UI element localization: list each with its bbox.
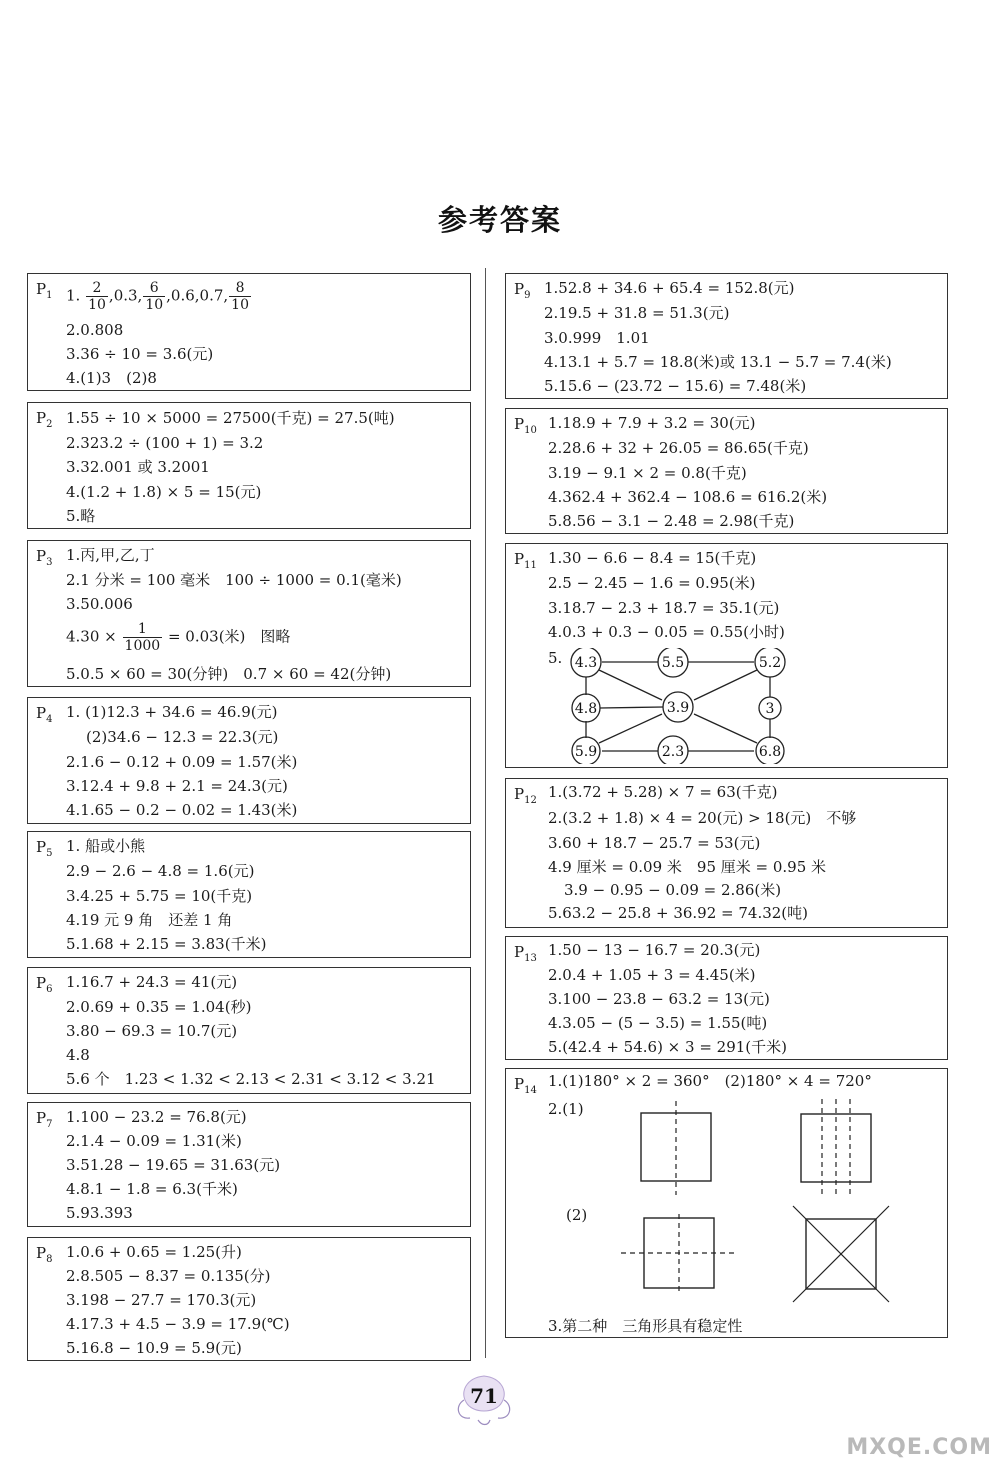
- answer-line-1: 1. 船或小熊: [66, 837, 146, 855]
- answer-line-3: 3.80 − 69.3 = 10.7(元): [66, 1022, 238, 1040]
- symmetry-figure-rectangle: [631, 1099, 721, 1199]
- node-label: 3.9: [666, 700, 690, 716]
- answer-line-4: 4.3.05 − (5 − 3.5) = 1.55(吨): [548, 1014, 768, 1032]
- node-label: 4.3: [574, 655, 598, 671]
- answer-line-2: 2.28.6 + 32 + 26.05 = 86.65(千克): [548, 439, 809, 457]
- answer-line-4: 4.0.3 + 0.3 − 0.05 = 0.55(小时): [548, 623, 785, 641]
- answer-line-5: 5.1.68 + 2.15 = 3.83(千米): [66, 935, 267, 953]
- answer-line-4: 4.8: [66, 1046, 90, 1064]
- box-label: $P_{14}$: [514, 1075, 537, 1096]
- answer-line-2: (2)34.6 − 12.3 = 22.3(元): [86, 728, 279, 746]
- answer-line-5: 5.8.56 − 3.1 − 2.48 = 2.98(千克): [548, 512, 795, 530]
- answer-line-4: 4.(1)3 (2)8: [66, 369, 157, 387]
- answer-line-3: 2.1.6 − 0.12 + 0.09 = 1.57(米): [66, 753, 298, 771]
- answer-line-3: 3.60 + 18.7 − 25.7 = 53(元): [548, 834, 761, 852]
- answer-line-2: 2.0.808: [66, 321, 124, 339]
- answer-line-2: 2.0.4 + 1.05 + 3 = 4.45(米): [548, 966, 756, 984]
- answer-line-1: 1.100 − 23.2 = 76.8(元): [66, 1108, 247, 1126]
- answer-line-4: 4.13.1 + 5.7 = 18.8(米)或 13.1 − 5.7 = 7.4(米): [544, 353, 892, 371]
- box-label: $P_2$: [36, 409, 53, 430]
- box-label: $P_1$: [36, 280, 53, 301]
- answer-line-1: 1.52.8 + 34.6 + 65.4 = 152.8(元): [544, 279, 795, 297]
- answer-line-1: 1.18.9 + 7.9 + 3.2 = 30(元): [548, 414, 756, 432]
- answer-line-3: 3.32.001 或 3.2001: [66, 458, 210, 476]
- answer-box-p4: [27, 697, 471, 824]
- answer-line-1: 1. $\frac{2}{10}$ ,0.3, $\frac{6}{10}$ ,0.6,0.7, $\frac{8}{10}$: [66, 280, 249, 313]
- fraction: $\frac{6}{10}$: [145, 280, 164, 313]
- symmetry-figure-square-multi: [791, 1097, 881, 1199]
- answer-line-4: 4.17.3 + 4.5 − 3.9 = 17.9(℃): [66, 1315, 290, 1333]
- box-label: $P_3$: [36, 547, 53, 568]
- answer-line-6: 5.63.2 − 25.8 + 36.92 = 74.32(吨): [548, 904, 809, 922]
- answer-line-3: 3.51.28 − 19.65 = 31.63(元): [66, 1156, 281, 1174]
- answer-box-p7: [27, 1102, 471, 1227]
- answer-line-1: 1.丙,甲,乙,丁: [66, 546, 155, 564]
- answer-box-p9: [505, 273, 948, 399]
- answer-line-5: 5.0.5 × 60 = 30(分钟) 0.7 × 60 = 42(分钟): [66, 665, 392, 683]
- answer-line-4: 4.8.1 − 1.8 = 6.3(千米): [66, 1180, 238, 1198]
- answer-box-p10: [505, 408, 948, 534]
- answer-box-p12: [505, 778, 948, 928]
- answer-line-1: 1.50 − 13 − 16.7 = 20.3(元): [548, 941, 761, 959]
- answer-line-5: 4.1.65 − 0.2 − 0.02 = 1.43(米): [66, 801, 298, 819]
- answer-line-4: 4.30 × $\frac{1}{1000}$ = 0.03(米) 图略: [66, 621, 291, 654]
- page-title: 参考答案: [437, 203, 562, 237]
- answer-line-3: 3.36 ÷ 10 = 3.6(元): [66, 345, 214, 363]
- answer-box-p5: [27, 831, 471, 958]
- fraction: $\frac{1}{1000}$: [124, 621, 161, 654]
- answer-line-2: 2.19.5 + 31.8 = 51.3(元): [544, 304, 730, 322]
- answer-line-3: 3.0.999 1.01: [544, 329, 650, 347]
- answer-line-4: 3.12.4 + 9.8 + 2.1 = 24.3(元): [66, 777, 288, 795]
- box-label: $P_{10}$: [514, 415, 537, 436]
- answer-line-3: 3.100 − 23.8 − 63.2 = 13(元): [548, 990, 770, 1008]
- page-number: 71: [470, 1384, 498, 1408]
- answer-line-3: 3.18.7 − 2.3 + 18.7 = 35.1(元): [548, 599, 780, 617]
- answer-line-3: 3.19 − 9.1 × 2 = 0.8(千克): [548, 464, 747, 482]
- answer-line-4: 4.(1.2 + 1.8) × 5 = 15(元): [66, 483, 262, 501]
- answer-line-1: 1.16.7 + 24.3 = 41(元): [66, 973, 238, 991]
- answer-box-p11: [505, 543, 948, 768]
- answer-box-p3: [27, 540, 471, 687]
- answer-line-4: 4.19 元 9 角 还差 1 角: [66, 911, 233, 929]
- box-label: $P_6$: [36, 974, 53, 995]
- answer-line-5: 5.16.8 − 10.9 = 5.9(元): [66, 1339, 242, 1357]
- answer-line-2: 2.1.4 − 0.09 = 1.31(米): [66, 1132, 242, 1150]
- answer-line-2: 2.5 − 2.45 − 1.6 = 0.95(米): [548, 574, 756, 592]
- node-label: 6.8: [758, 744, 782, 760]
- node-label: 2.3: [661, 744, 685, 760]
- answer-line-5: 5.93.393: [66, 1204, 133, 1222]
- fraction: $\frac{8}{10}$: [231, 280, 249, 313]
- box-label: $P_{12}$: [514, 785, 537, 806]
- answer-line-2: 2.323.2 ÷ (100 + 1) = 3.2: [66, 434, 264, 452]
- answer-line-4: 3.第二种 三角形具有稳定性: [548, 1317, 743, 1335]
- box-label: $P_{11}$: [514, 550, 537, 571]
- answer-box-p13: [505, 936, 948, 1060]
- symmetry-figure-square-cross: [621, 1214, 737, 1294]
- box-label: $P_5$: [36, 838, 53, 859]
- number-network-diagram: [566, 648, 796, 764]
- answer-box-p6: [27, 967, 471, 1094]
- box-label: $P_{13}$: [514, 943, 537, 964]
- column-divider: [485, 268, 486, 1358]
- answer-line-2: 2.1 分米 = 100 毫米 100 ÷ 1000 = 0.1(毫米): [66, 571, 402, 589]
- answer-line-5: 5.略: [66, 507, 96, 525]
- answer-box-p1: [27, 273, 471, 391]
- answer-line-1: 1.0.6 + 0.65 = 1.25(升): [66, 1243, 242, 1261]
- answer-line-2: 2.8.505 − 8.37 = 0.135(分): [66, 1267, 271, 1285]
- symmetry-figure-square-diagonal: [791, 1204, 891, 1304]
- answer-line-2: 2.(1): [548, 1100, 584, 1118]
- answer-box-p2: [27, 402, 471, 529]
- box-label: $P_9$: [514, 280, 531, 301]
- answer-line-1: 1.(1)180° × 2 = 360° (2)180° × 4 = 720°: [548, 1072, 872, 1090]
- answer-line-3: (2): [566, 1206, 588, 1224]
- answer-line-1: 1. (1)12.3 + 34.6 = 46.9(元): [66, 703, 278, 721]
- watermark-text: MXQE.COM: [846, 1435, 992, 1460]
- node-label: 5.9: [574, 744, 598, 760]
- answer-line-2: 2.0.69 + 0.35 = 1.04(秒): [66, 998, 252, 1016]
- box-label: $P_4$: [36, 704, 53, 725]
- answer-line-1: 1.30 − 6.6 − 8.4 = 15(千克): [548, 549, 757, 567]
- fraction: $\frac{2}{10}$: [88, 280, 106, 313]
- answer-line-1: 1.55 ÷ 10 × 5000 = 27500(千克) = 27.5(吨): [66, 409, 395, 427]
- answer-box-p8: [27, 1237, 471, 1361]
- answer-line-3: 3.4.25 + 5.75 = 10(千克): [66, 887, 253, 905]
- answer-box-p14: [505, 1068, 948, 1338]
- node-label: 5.5: [661, 655, 685, 671]
- answer-line-2: 2.9 − 2.6 − 4.8 = 1.6(元): [66, 862, 255, 880]
- answer-line-3: 3.50.006: [66, 595, 133, 613]
- answer-line-4: 4.362.4 + 362.4 − 108.6 = 616.2(米): [548, 488, 828, 506]
- box-label: $P_7$: [36, 1109, 53, 1130]
- answer-line-5: 5.(42.4 + 54.6) × 3 = 291(千米): [548, 1038, 788, 1056]
- answer-line-5: 5.6 个 1.23 < 1.32 < 2.13 < 2.31 < 3.12 < 3.21: [66, 1070, 436, 1088]
- answer-line-5: 3.9 − 0.95 − 0.09 = 2.86(米): [564, 881, 782, 899]
- answer-line-5: 5.15.6 − (23.72 − 15.6) = 7.48(米): [544, 377, 807, 395]
- box-label: $P_8$: [36, 1244, 53, 1265]
- answer-line-3: 3.198 − 27.7 = 170.3(元): [66, 1291, 257, 1309]
- node-label: 5.2: [758, 655, 782, 671]
- answer-line-5: 5.: [548, 649, 563, 667]
- answer-line-2: 2.(3.2 + 1.8) × 4 = 20(元) > 18(元) 不够: [548, 809, 857, 827]
- node-label: 3: [765, 701, 775, 717]
- node-label: 4.8: [574, 701, 598, 717]
- answer-line-1: 1.(3.72 + 5.28) × 7 = 63(千克): [548, 783, 778, 801]
- answer-line-4: 4.9 厘米 = 0.09 米 95 厘米 = 0.95 米: [548, 858, 827, 876]
